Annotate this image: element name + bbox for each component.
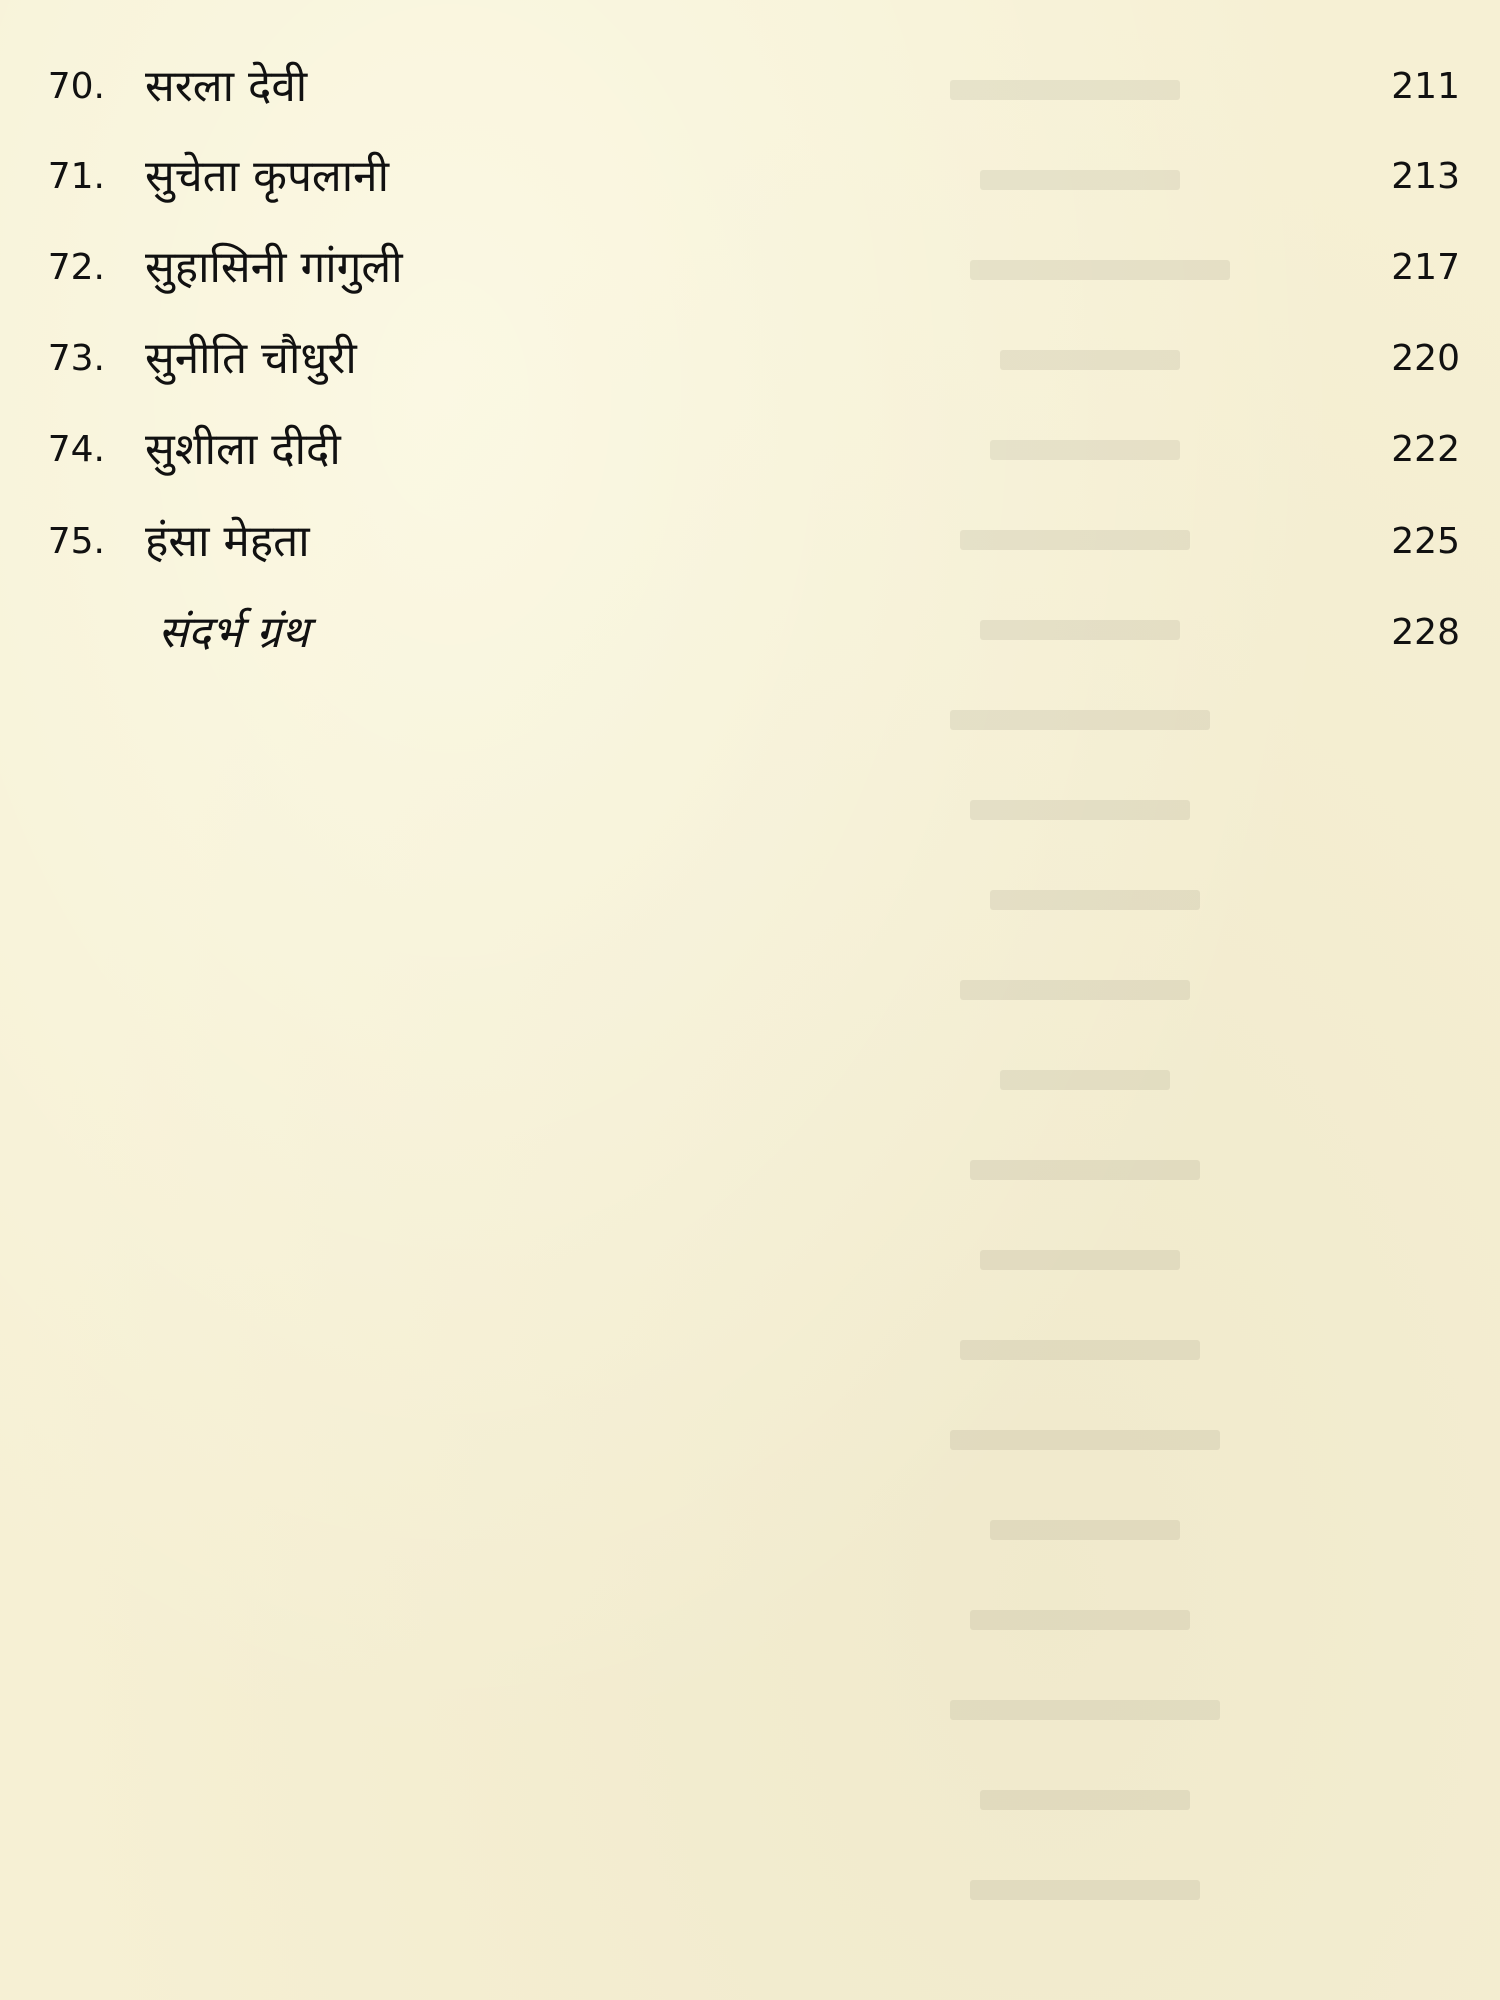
toc-entry: [0, 233, 1500, 303]
entry-number: 71.: [47, 156, 105, 197]
entry-number: 75.: [47, 521, 105, 562]
entry-number: 74.: [47, 429, 105, 470]
entry-page-number: 220: [1391, 338, 1460, 379]
entry-page-number: 213: [1391, 156, 1460, 197]
toc-entry: [0, 142, 1500, 212]
entry-page-number: 228: [1391, 612, 1460, 653]
entry-page-number: 211: [1391, 66, 1460, 107]
bibliography-title: संदर्भ ग्रंथ: [158, 607, 309, 658]
entry-title: सुशीला दीदी: [145, 424, 341, 475]
toc-entry-bibliography: [0, 598, 1500, 668]
entry-page-number: 225: [1391, 521, 1460, 562]
toc-entry: [0, 324, 1500, 394]
toc-entry: [0, 52, 1500, 122]
entry-page-number: 217: [1391, 247, 1460, 288]
entry-number: 70.: [47, 66, 105, 107]
entry-page-number: 222: [1391, 429, 1460, 470]
entry-title: सुनीति चौधुरी: [145, 333, 357, 384]
toc-entry: [0, 415, 1500, 485]
entry-title: सुचेता कृपलानी: [145, 151, 389, 202]
entry-title: सरला देवी: [145, 61, 308, 112]
entry-number: 72.: [47, 247, 105, 288]
entry-number: 73.: [47, 338, 105, 379]
entry-title: हंसा मेहता: [145, 516, 310, 567]
entry-title: सुहासिनी गांगुली: [145, 242, 403, 293]
toc-entry: [0, 507, 1500, 577]
